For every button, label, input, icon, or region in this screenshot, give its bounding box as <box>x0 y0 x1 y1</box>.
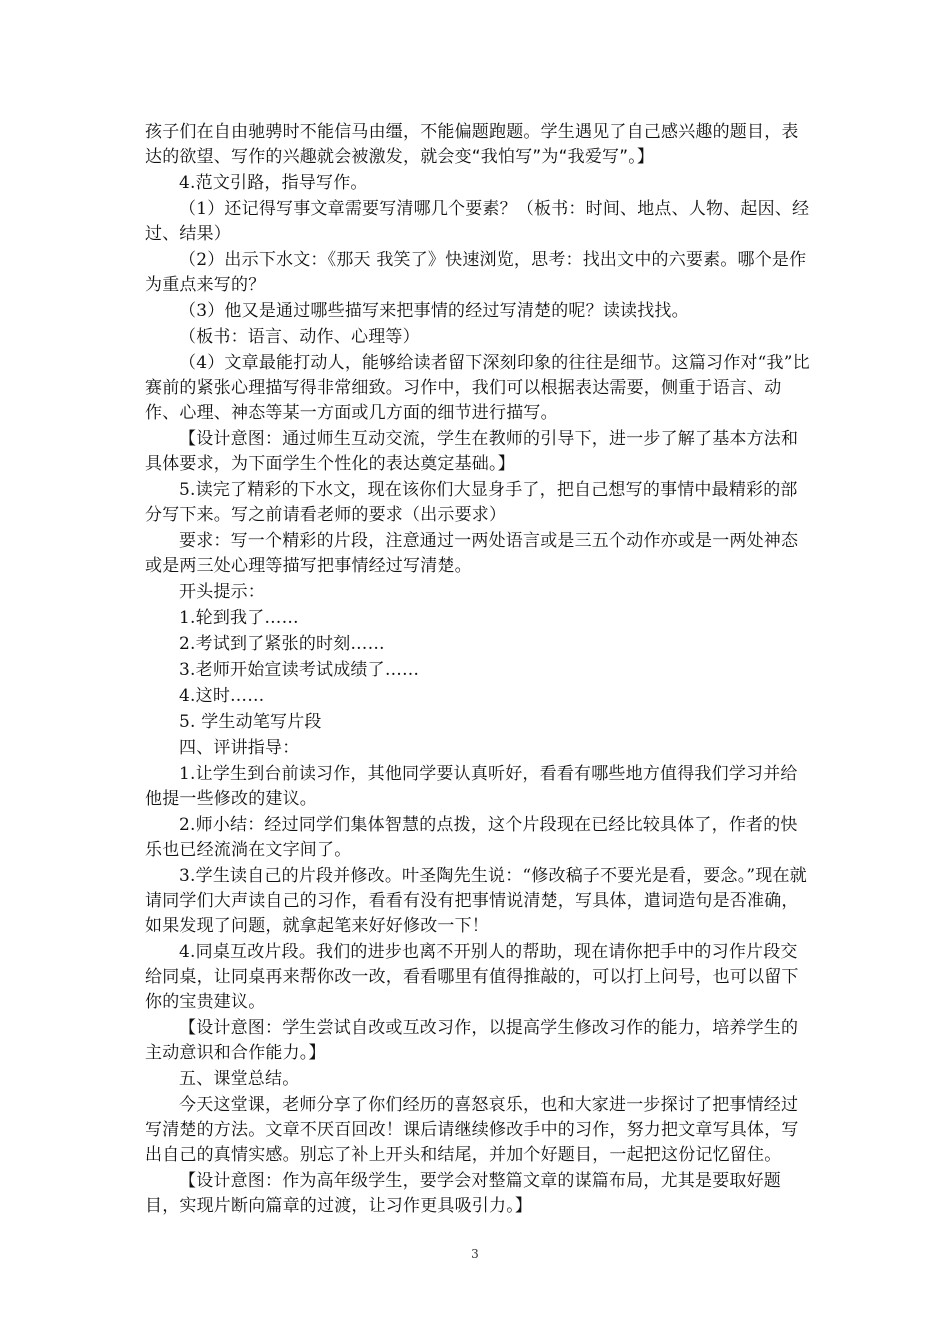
step-4-heading: 4.范文引路，指导写作。 <box>179 173 368 193</box>
question-2: （2）出示下水文：《那天 我笑了》快速浏览，思考：找出文中的六要素。哪个是作为重点来写的？ <box>145 250 807 295</box>
design-intent-continuation: 孩子们在自由驰骋时不能信马由缰，不能偏题跑题。学生遇见了自己感兴趣的题目，表达的欲望、写作的兴趣就会被激发，就会变“我怕写”为“我爱写”。】 <box>145 122 799 167</box>
opening-hints-label: 开头提示： <box>179 582 265 602</box>
section-5-heading: 五、课堂总结。 <box>179 1069 300 1089</box>
requirement: 要求：写一个精彩的片段，注意通过一两处语言或是三五个动作亦或是一两处神态或是两三处心理等描写把事情经过写清楚。 <box>145 531 799 576</box>
design-intent-3: 【设计意图：作为高年级学生，要学会对整篇文章的谋篇布局，尤其是要取好题目，实现片断向篇章的过渡，让习作更具吸引力。】 <box>145 1171 781 1216</box>
hint-1: 1.轮到我了…… <box>179 608 299 628</box>
document-body <box>145 120 810 1220</box>
question-3: （3）他又是通过哪些描写来把事情的经过写清楚的呢？读读找找。 <box>179 301 689 321</box>
page-number: 3 <box>471 1247 479 1261</box>
hint-2: 2.考试到了紧张的时刻…… <box>179 634 385 654</box>
question-1: （1）还记得写事文章需要写清哪几个要素？（板书：时间、地点、人物、起因、经过、结果） <box>145 199 810 244</box>
question-4: （4）文章最能打动人，能够给读者留下深刻印象的往往是细节。这篇习作对“我”比赛前的紧张心理描写得非常细致。习作中，我们可以根据表达需要，侧重于语言、动作、心理、神态等某一方面或几方面的细节进行描写。 <box>145 353 810 423</box>
hint-4: 4.这时…… <box>179 686 265 706</box>
design-intent-2: 【设计意图：学生尝试自改或互改习作，以提高学生修改习作的能力，培养学生的主动意识和合作能力。】 <box>145 1018 799 1063</box>
summary-paragraph: 今天这堂课，老师分享了你们经历的喜怒哀乐，也和大家进一步探讨了把事情经过写清楚的方法。文章不厌百回改！课后请继续修改手中的习作，努力把文章写具体，写出自己的真情实感。别忘了补上开头和结尾，并加个好题目，一起把这份记忆留住。 <box>145 1095 799 1165</box>
review-step-2: 2.师小结：经过同学们集体智慧的点拨，这个片段现在已经比较具体了，作者的快乐也已经流淌在文字间了。 <box>145 815 798 860</box>
board-note: （板书：语言、动作、心理等） <box>179 327 420 347</box>
review-step-3: 3.学生读自己的片段并修改。叶圣陶先生说：“修改稿子不要光是看，要念。”现在就请同学们大声读自己的习作，看看有没有把事情说清楚，写具体，遣词造句是否准确，如果发现了问题，就拿起笔来好好修改一下！ <box>145 866 807 936</box>
section-4-heading: 四、评讲指导： <box>179 738 300 758</box>
review-step-4: 4.同桌互改片段。我们的进步也离不开别人的帮助，现在请你把手中的习作片段交给同桌，让同桌再来帮你改一改，看看哪里有值得推敲的，可以打上问号，也可以留下你的宝贵建议。 <box>145 942 799 1012</box>
design-intent-1: 【设计意图：通过师生互动交流，学生在教师的引导下，进一步了解了基本方法和具体要求，为下面学生个性化的表达奠定基础。】 <box>145 429 799 474</box>
student-writing: 5. 学生动笔写片段 <box>179 712 322 732</box>
review-step-1: 1.让学生到台前读习作，其他同学要认真听好，看看有哪些地方值得我们学习并给他提一些修改的建议。 <box>145 764 798 809</box>
hint-3: 3.老师开始宣读考试成绩了…… <box>179 660 420 680</box>
step-5: 5.读完了精彩的下水文，现在该你们大显身手了，把自己想写的事情中最精彩的部分写下来。写之前请看老师的要求（出示要求） <box>145 480 798 525</box>
